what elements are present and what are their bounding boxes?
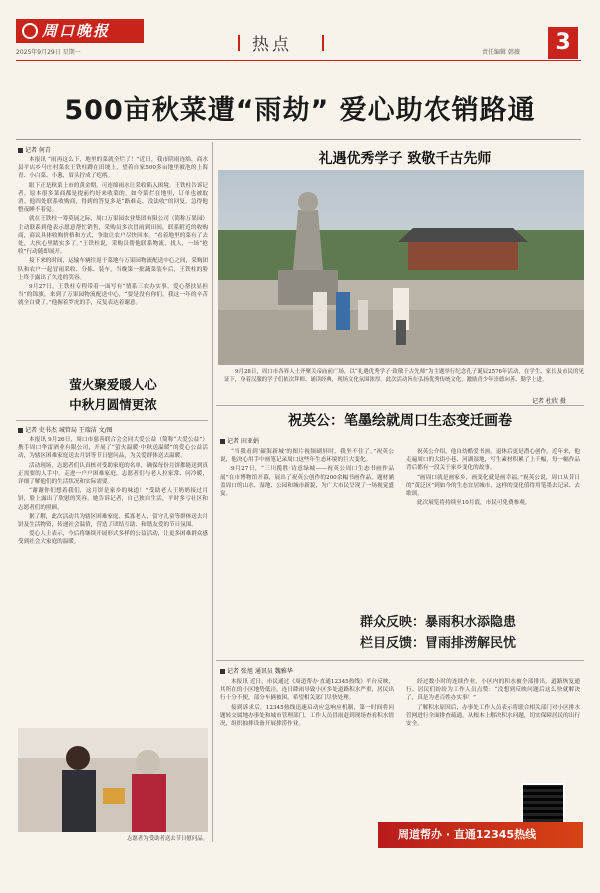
story2-photo [18, 728, 208, 832]
story5-byline: 记者 张旭 通讯员 魏雅华 [220, 666, 293, 675]
masthead [0, 0, 600, 62]
story3-photo [218, 170, 584, 365]
confucius-square-photo [218, 170, 584, 365]
issue-date: 2025年9月29日 星期一 [16, 49, 81, 56]
story5-title-rule [216, 660, 584, 661]
column-divider [212, 142, 213, 842]
section-divider-right [322, 35, 324, 51]
byline-marker-icon [220, 439, 225, 444]
story3-title: 礼遇优秀学子 致敬千古先师 [318, 151, 492, 167]
story2-title: 萤火聚爱暖人心 中秋月圆情更浓 [69, 377, 157, 412]
story1-byline: 记者 何青 [18, 145, 51, 154]
story2-byline: 记者 史书杰 城管局 王瑞洁 文/图 [18, 425, 113, 434]
story2-body: 本报讯 9月26日，周口市慈善联合会会同大爱公益（简称“大爱公益”）携手周口华雷酒业有限公司，开展了“萤火温暖·中秋送温暖”的爱心公益活动，为辖区困难家庭送去月饼等节日慰问品，为关爱群体送去温暖。 活动现场，志愿者们认真核对受助家庭的名单，确保每份月饼都能送到真正需要的人手中。走进一户户困难家庭，志愿者们与老人拉家常、问冷暖，详细了解他们的生活状况和实际需要。 “谢谢你们想着我们，这月饼是家乡的味道！”受助老人王奶奶接过月饼，脸上露出了欣慰的笑容。她告诉记者，自己独自生活，平时多亏社区和志愿者们的照顾。 据了解，此次活动共为辖区困难家庭、孤寡老人、留守儿童等群体送去月饼及生活物资，传递社会温情，营造了团结互助、和谐友爱的节日氛围。 爱心人士表示，今后将继续开展形式多样的公益活动，让更多困难群众感受到社会大家庭的温暖。 [18, 437, 208, 546]
story5-body: 本报讯 近日，市民通过《周道帮办·直通12345热线》平台反映，其所在的小区地势低洼，连日降雨导致小区多处道路积水严重，居民出行十分不便，部分车辆被困，希望相关部门尽快处理。 接到诉求后，12345热线迅速启动应急响应机制，第一时间将问题转交属地办事处和城市管理部门。工作人员冒雨赶到现场查看积水情况，组织抽排设备开展排涝作业。 经过数小时的连续作业，小区内的积水被全部排出，道路恢复通行。居民们纷纷为工作人员点赞：“没想到反映问题后这么快就解决了，真是为老百姓办实事！” 了解积水原因后，办事处工作人员表示将联合相关部门对小区排水管网进行全面排查疏通，从根本上解决积水问题，切实保障居民的出行安全。 [220, 679, 580, 728]
section-title: 热点 [252, 35, 292, 55]
editor-credit: 责任编辑 韩薇 [482, 49, 520, 56]
story4-byline: 记者 田亚娟 [220, 436, 259, 445]
byline-marker-icon [220, 669, 225, 674]
main-headline: 500亩秋菜遭“雨劫” 爱心助农销路通 [64, 95, 536, 126]
qr-code-icon [521, 783, 565, 827]
story3-photo-credit: 记者 杜欣 摄 [532, 398, 566, 405]
story4-top-rule [216, 405, 584, 406]
byline-marker-icon [18, 148, 23, 153]
byline-marker-icon [18, 428, 23, 433]
page-number: 3 [548, 27, 578, 59]
logo-emblem-icon [22, 23, 38, 39]
headline-rule [16, 139, 581, 140]
story2-title-rule [16, 420, 208, 421]
volunteers-photo [18, 728, 208, 832]
story4-title: 祝英公：笔墨绘就周口生态变迁画卷 [288, 413, 512, 429]
story1-body: 本报讯 “雨再这么下，地里的菜就全烂了！”近日，我市阴雨连绵，商水县平店乡马庄村菜农王铁柱蹲在田埂上，望着自家500多亩地里被泡的上海青、小白菜、小葱，眉头拧成了疙瘩。 眼下正是秋菜上市的黄金期，可连绵雨水让采收陷入困境。王铁柱告诉记者，原本很多菜商都是提前约好来收菜的，如今菜烂在地里，订单也被取消。他四处联系收购商，得到的答复多是“路难走、没法收”的回复，急得他整夜睡不着觉。 就在王铁柱一筹莫展之际，周口万果园农业集团有限公司（简称万果园）主动联系到他表示愿意帮忙销售，采购员多次冒雨到田间，联系附近的收购商，商议具体收购价格和方式，争取让农户尽快回本。“看着地里的菜有了去处，大伙心里踏实多了。”王铁柱说，采购员帮他联系物流、找人，一场“抢收”行动随即展开。 接下来的时间，运输车辆往返于菜地与万果园物流配送中心之间，采购团队和农户一起冒雨采收、分拣、装车，当晚第一批蔬菜装车后，王铁柱的脸上终于露出了久违的笑容。 9月27日，王铁柱专程带着一面写有“情系三农办实事，爱心帮扶显担当”的锦旗，来到了万果园物流配送中心，“要是没有你们，我这一年的辛苦就全白费了。”他握着罗虎的手，反复表达着谢意。 [18, 157, 208, 307]
story3-caption: 9月28日，周口市各界人士齐聚关帝庙前广场，以“礼遇优秀学子·致敬千古先师”为主题举行纪念孔子诞辰2576年活动，在学生、家长及市民的见证下，身着汉服的学子们依次拜师、诵读经典，现场文化氛围浓厚。此次活动旨在弘扬优秀传统文化，激励青少年崇德向善、勤学上进。 [224, 369, 584, 383]
newspaper-logo: 周口晚报 [16, 19, 144, 43]
section-divider-left [238, 35, 240, 51]
masthead-rule [16, 60, 581, 61]
story2-photo-caption: 志愿者为受助者送去节日慰问品。 [127, 836, 208, 842]
hotline-banner: 周道帮办 · 直通12345热线 [378, 822, 583, 848]
story4-body: “当我看到‘碳海新城’的图片视频刷屏时，我坐不住了。”祝英公说，他决心用手中画笔记录周口这些年生态环境的巨大变化。 9月27日，“三川揽胜·诗意绿城——祝英公周口生态书画作品展”在市博物馆开幕，展出了祝英公创作的200余幅书画作品，题材涵盖周口的山水、湿地、公园和城市新貌，为广大市民呈现了一场视觉盛宴。 祝英公介绍，他自幼酷爱书画，退休后更是潜心创作。近年来，他走遍周口的大街小巷、河湖湿地，写生素材积累了上千幅，每一幅作品背后都有一段关于家乡变化的故事。 “画周口就是画家乡，画变化就是画幸福。”祝英公说，周口从昔日的“黄泛区”到如今的生态宜居城市，这样的变化值得用笔墨去记录、去歌颂。 此次展览将持续至10月底，市民可免费参观。 [220, 449, 580, 507]
story5-title: 群众反映：暴雨积水添隐患 栏目反馈：冒雨排涝解民忧 [360, 615, 517, 651]
